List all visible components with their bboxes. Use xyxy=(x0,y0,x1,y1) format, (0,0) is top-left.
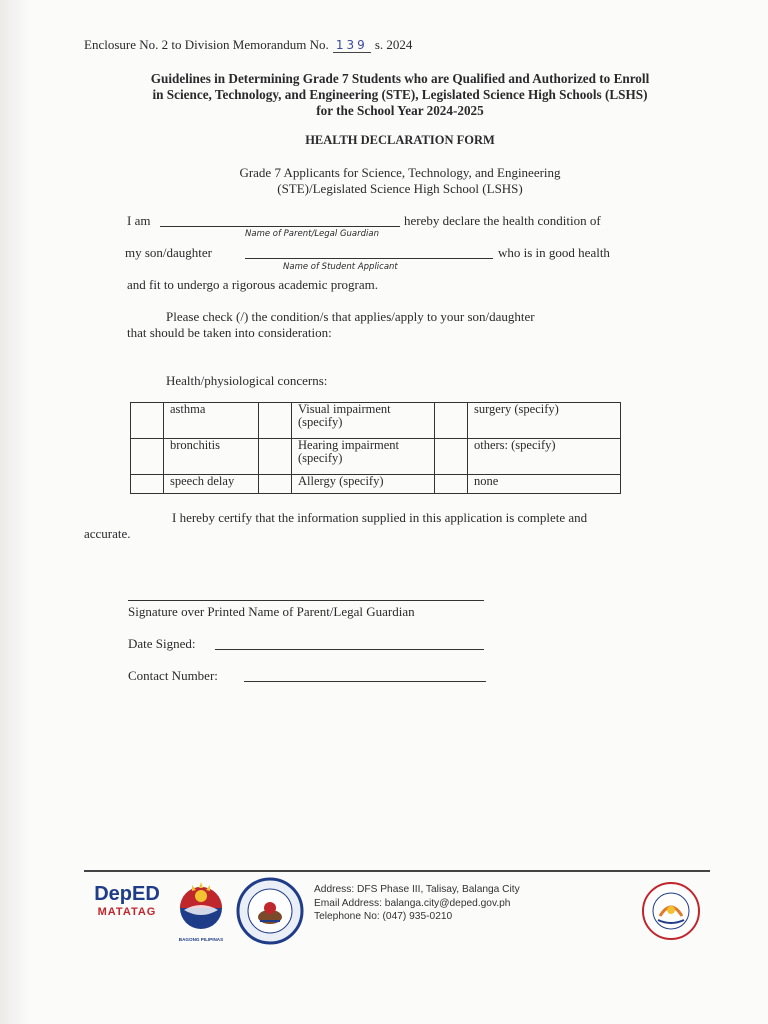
concerns-label: Health/physiological concerns: xyxy=(166,373,328,388)
footer-address-block xyxy=(314,883,520,924)
seal-of-excellence xyxy=(640,880,702,942)
bagong-pilipinas-logo xyxy=(170,880,232,940)
contact-number-label: Contact Number: xyxy=(128,668,218,683)
date-signed-field[interactable] xyxy=(215,649,484,650)
table-row xyxy=(131,439,621,475)
subtitle-line-2: (STE)/Legislated Science High School (LSHS) xyxy=(277,181,523,196)
table-cell: bronchitis xyxy=(164,439,259,475)
form-subtitle xyxy=(90,165,710,197)
checkbox-allergy[interactable] xyxy=(259,475,292,494)
checkbox-none[interactable] xyxy=(435,475,468,494)
parent-name-caption: Name of Parent/Legal Guardian xyxy=(245,229,379,239)
bagong-pilipinas-emblem-icon xyxy=(170,880,232,932)
footer-divider xyxy=(84,870,710,872)
table-cell: surgery (specify) xyxy=(468,403,621,439)
table-cell: none xyxy=(468,475,621,494)
title-line-1: Guidelines in Determining Grade 7 Students who are Qualified and Authorized to Enroll xyxy=(150,71,650,86)
table-row xyxy=(131,475,621,494)
deped-matatag-logo xyxy=(92,883,162,918)
table-cell: asthma xyxy=(164,403,259,439)
signature-label: Signature over Printed Name of Parent/Legal Guardian xyxy=(128,604,415,619)
bagong-pilipinas-caption: BAGONG PILIPINAS xyxy=(178,937,224,942)
good-health-text: who is in good health xyxy=(498,245,610,260)
enclosure-prefix: Enclosure No. 2 to Division Memorandum No. xyxy=(84,37,329,52)
memo-number: 139 xyxy=(333,38,371,53)
son-daughter-label: my son/daughter xyxy=(125,245,213,260)
checkbox-bronchitis[interactable] xyxy=(131,439,164,475)
title-line-2: in Science, Technology, and Engineering (STE), Legislated Science High Schools (LSHS) xyxy=(152,87,648,102)
table-cell: speech delay xyxy=(164,475,259,494)
certify-line-1: I hereby certify that the information supplied in this application is complete and xyxy=(172,510,588,525)
parent-name-field[interactable] xyxy=(160,226,400,227)
matatag-logo-text: MATATAG xyxy=(97,906,157,918)
table-cell: others: (specify) xyxy=(468,439,621,475)
checkbox-visual-impairment[interactable] xyxy=(259,403,292,439)
division-seal-icon xyxy=(236,877,304,945)
scan-shadow xyxy=(0,0,30,1024)
student-name-caption: Name of Student Applicant xyxy=(283,262,398,272)
division-seal xyxy=(236,877,304,945)
footer-email: Email Address: balanga.city@deped.gov.ph xyxy=(314,897,511,909)
table-row xyxy=(131,403,621,439)
table-cell: Hearing impairment (specify) xyxy=(292,439,435,475)
document-title xyxy=(70,71,730,119)
checkbox-speech-delay[interactable] xyxy=(131,475,164,494)
checkbox-hearing-impairment[interactable] xyxy=(259,439,292,475)
contact-number-field[interactable] xyxy=(244,681,486,682)
hereby-text: hereby declare the health condition of xyxy=(404,213,601,228)
seal-of-excellence-icon xyxy=(640,880,702,942)
instruction-line-1: Please check (/) the condition/s that applies/apply to your son/daughter xyxy=(166,309,535,324)
student-name-field[interactable] xyxy=(245,258,493,259)
certify-line-2: accurate. xyxy=(84,526,131,541)
enclosure-suffix: s. 2024 xyxy=(374,37,413,52)
table-cell: Allergy (specify) xyxy=(292,475,435,494)
health-concerns-table xyxy=(130,402,621,494)
deped-logo-text: DepED xyxy=(94,883,160,905)
enclosure-line xyxy=(84,37,412,53)
instruction-line-2: that should be taken into consideration: xyxy=(127,325,332,340)
table-cell: Visual impairment (specify) xyxy=(292,403,435,439)
footer-address: Address: DFS Phase III, Talisay, Balanga City xyxy=(314,884,520,895)
footer-phone: Telephone No: (047) 935-0210 xyxy=(314,911,453,922)
subtitle-line-1: Grade 7 Applicants for Science, Technology, and Engineering xyxy=(239,165,561,180)
i-am-label: I am xyxy=(127,213,151,228)
title-line-3: for the School Year 2024-2025 xyxy=(316,103,484,118)
checkbox-others[interactable] xyxy=(435,439,468,475)
date-signed-label: Date Signed: xyxy=(128,636,196,651)
signature-field[interactable] xyxy=(128,600,484,601)
form-heading: HEALTH DECLARATION FORM xyxy=(305,133,495,147)
fit-statement: and fit to undergo a rigorous academic program. xyxy=(127,277,379,292)
checkbox-asthma[interactable] xyxy=(131,403,164,439)
checkbox-surgery[interactable] xyxy=(435,403,468,439)
